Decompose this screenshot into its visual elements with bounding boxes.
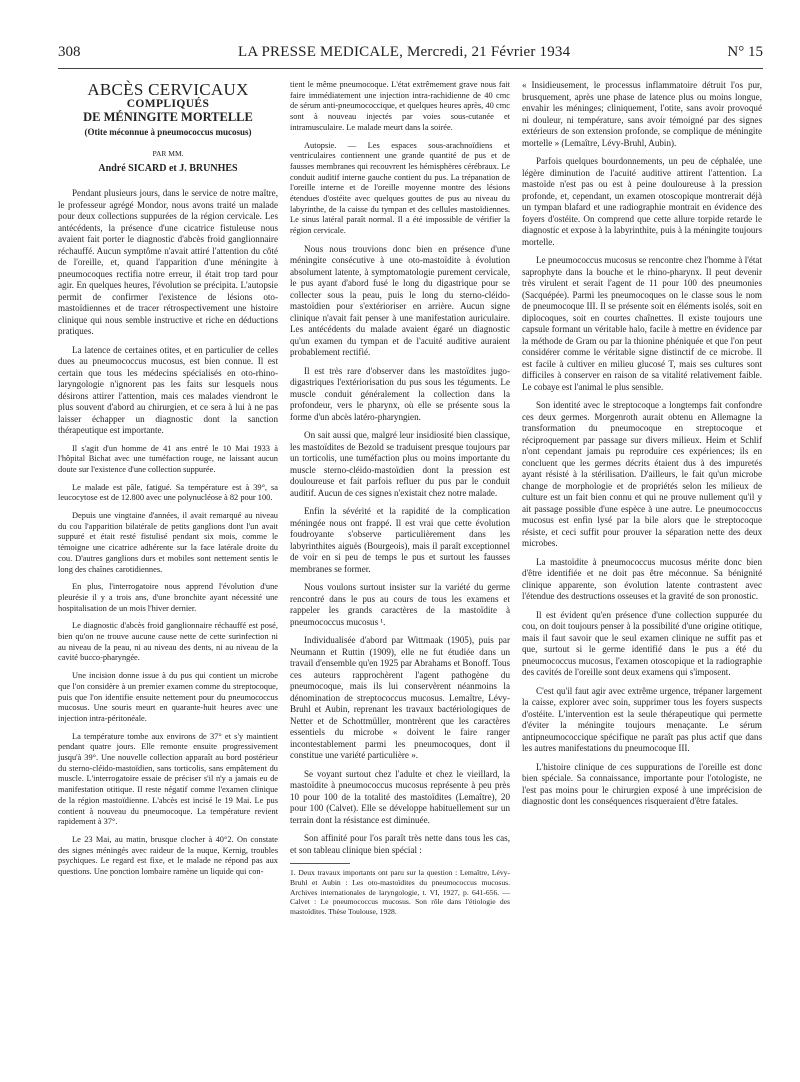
article-subtitle-2: DE MÉNINGITE MORTELLE [83,110,253,124]
article-subtitle-3: (Otite méconnue à pneumococcus mucosus) [84,126,252,137]
case-report [58,444,278,878]
paragraph: Le pneumococcus mucosus se rencontre chez l'homme à l'état saprophyte dans la bouche et le rhino-pharynx. Il peut devenir très virulent et serait l'agent de 11 pour 100 des pneumonies (Sacquépée). Parmi les pneumocoques on le classe sous le nom de pneumocoque III. Il se présente soit en éléments isolés, soit en diplocoques, soit en courtes chaînettes. Il existe toujours une capsule formant un véritable halo, facile à mettre en évidence par la méthode de Gram ou par la thionine phéniquée et que l'on peut considérer comme le véritable signe distinctif de ce microbe. Il est facile à cultiver en milieu glucosé T, mais ses cultures sont difficiles à conserver en raison de sa vitalité relativement faible. Le cobaye est l'animal le plus sensible. [522,255,762,392]
article-authors: André SICARD et J. BRUNHES [98,162,238,174]
article-title: ABCÈS CERVICAUX [87,80,249,99]
paragraph: C'est qu'il faut agir avec extrême urgence, trépaner largement la caisse, explorer avec soin, supprimer tous les foyers suspects d'ostéite. L'intervention est la seule thérapeutique qui permette d'éviter la méningite toujours menaçante. Le sérum antipneumococcique spécifique ne paraît pas plus actif que dans les autres manifestations du pneumocoque III. [522,685,762,753]
journal-title: LA PRESSE MEDICALE, Mercredi, 21 Février 1934 [238,44,571,60]
article-subtitle-1: COMPLIQUÉS [126,97,210,110]
header-rule [58,68,763,69]
paragraph: « Insidieusement, le processus inflammatoire détruit l'os pur, brusquement, après une phase de latence plus ou moins longue, envahir les méninges; cliniquement, l'otite, sans avoir provoqué ni douleur, ni température, sans avoir témoigné par des signes extérieurs de son extension profonde, se complique de méningite mortelle » (Lemaître, Lévy-Bruhl, Aubin). [522,80,762,148]
footnote-rule [290,863,350,864]
paragraph: Le 23 Mai, au matin, brusque clocher à 40°2. On constate des signes méningés avec raideur de la nuque, Kernig, troubles psychiques. Le regard est fixe, et le malade ne répond pas aux questions. Une ponction lombaire ramène un liquide qui con- [58,835,278,877]
paragraph: Le malade est pâle, fatigué. Sa température est à 39°, sa leucocytose est de 12.800 avec une polynucléose à 82 pour 100. [58,482,278,503]
paragraph: La température tombe aux environs de 37° et s'y maintient pendant quatre jours. Elle remonte ensuite progressivement jusqu'à 39°. Une nouvelle collection apparaît au bord postérieur du sterno-cléido-mastoïdien, sans torticolis, sans empâtement du muscle. L'interrogatoire essaie de préciser s'il n'y a jamais eu de manifestation otitique. Il reste négatif comme l'examen clinique de la région mastoïdienne. L'abcès est incisé le 19 Mai. Le pus contient à nouveau du pneumocoque. La température revient rapidement à 37°. [58,731,278,827]
paragraph: La mastoïdite à pneumococcus mucosus mérite donc bien d'être identifiée et ne doit pas être méconnue. Sa bénignité clinique apparente, son évolution latente contrastent avec l'étendue des destructions osseuses et la gravité de son pronostic. [522,556,762,601]
paragraph: Son affinité pour l'os paraît très nette dans tous les cas, et son tableau clinique bien spécial : [290,833,510,855]
paragraph: Enfin la sévérité et la rapidité de la complication méningée nous ont frappé. Il est vrai que cette évolution foudroyante s'observe particulièrement dans les labyrinthites aiguës (Bourgeois), mais il paraît exceptionnel de voir en si peu de temps le pus et surtout les fausses membranes se former. [290,506,510,574]
paragraph: Il est très rare d'observer dans les mastoïdites jugo-digastriques l'extériorisation du pus sous les téguments. Le muscle conduit généralement la collection dans la profondeur, vers le pharynx, où elle se présente sous la forme d'un abcès latéro-pharyngien. [290,365,510,422]
paragraph: Pendant plusieurs jours, dans le service de notre maître, le professeur agrégé Mondor, nous avons traité un malade pour deux collections suppurées de la région cervicale. Les antécédents, la présence d'une cicatrice fistuleuse nous avaient fait porter le diagnostic d'abcès froid ganglionnaire réchauffé. Aucun symptôme n'avait attiré l'attention du côté de l'oreille, et, quand l'apparition d'une méningite à pneumocoques rectifia notre erreur, il était trop tard pour agir. En quelques heures, l'évolution se précipita. L'autopsie permit de confirmer l'existence de lésions oto-mastoïdiennes et de tracer rétrospectivement une histoire clinique qui nous semble instructive et riche en déductions pratiques. [58,188,278,336]
paragraph: Se voyant surtout chez l'adulte et chez le vieillard, la mastoïdite à pneumococcus mucosus représente à peu près 10 pour 100 de la totalité des mastoïdites (Lemaître), 20 pour 100 (Calvet). Elle se développe habituellement sur un terrain dont la résistance est diminuée. [290,768,510,825]
page-header [58,44,763,66]
column-middle [290,80,510,916]
paragraph: On sait aussi que, malgré leur insidiosité bien classique, les mastoïdites de Bezold se traduisent presque toujours par un torticolis, une tuméfaction plus ou moins importante du muscle sterno-cléido-mastoïdien dont la pression est douloureuse et fait parfois refluer du pus par le conduit auditif. Aucun de ces signes n'existait chez notre malade. [290,430,510,498]
column-right [522,80,762,815]
byline-par: PAR MM. [152,149,184,158]
paragraph: Une incision donne issue à du pus qui contient un microbe que l'on considère à un premier examen comme du streptocoque, puis que l'on identifie ensuite nettement pour du pneumococcus mucosus. Une souris meurt en quarante-huit heures avec une injection intra-péritonéale. [58,671,278,723]
paragraph: La latence de certaines otites, et en particulier de celles dues au pneumococcus mucosus, est bien connue. Il est certain que tous les médecins spécialisés en oto-rhino-laryngologie n'ignorent pas les faits sur lesquels nous désirons attirer l'attention, mais ces malades viendront le plus souvent d'abord au chirurgien, et ce sera à lui à ne pas laisser échapper un diagnostic dont la sanction thérapeutique est importante. [58,344,278,435]
column-left [58,80,278,885]
issue-number: N° 15 [727,44,763,60]
article-heading [58,80,278,174]
paragraph: Parfois quelques bourdonnements, un peu de céphalée, une légère diminution de l'acuité auditive attirent l'attention. La mastoïde n'est pas ou est à peine douloureuse à la pression profonde, et, cependant, un examen otoscopique montrerait déjà un tympan blafard et une radiographie montrait en évidence des foyers d'ostéite. On comprend que cette allure torpide retarde le diagnostic et expose à la labyrinthite, puis à la méningite toujours mortelle. [522,156,762,247]
paragraph: Individualisée d'abord par Wittmaak (1905), puis par Neumann et Ruttin (1909), elle ne fut étudiée dans un travail d'ensemble qu'en 1925 par Abrahams et Bonoff. Tous ces auteurs rapprochèrent l'agent pathogène du pneumocoque, mais ils lui conservèrent néanmoins la dénomination de streptococcus mucosus. Lemaître, Lévy-Bruhl et Aubin, reprenant les travaux bactériologiques de Netter et de Schottmüller, montrèrent que les caractères essentiels du microbe « doivent le faire ranger incontestablement parmi les pneumocoques, dont il constitue une variété particulière ». [290,635,510,761]
paragraph: tient le même pneumocoque. L'état extrêmement grave nous fait faire immédiatement une injection intra-rachidienne de 40 cmc de sérum anti-pneumococcique, et quelques heures après, 40 cmc sont à nouveau injectés par voies sous-cutanée et intramusculaire. Le malade meurt dans la soirée. [290,80,510,132]
paragraph: Depuis une vingtaine d'années, il avait remarqué au niveau du cou l'apparition bilatérale de petits ganglions dont l'un avait suppuré et était resté fistulisé pendant six mois, comme le témoigne une cicatrice adhérente sur la face latérale droite du cou. D'autres ganglions durs et mobiles sont nettement sentis le long des chaînes carotidiennes. [58,511,278,574]
intro-text [58,188,278,437]
paragraph: Son identité avec le streptocoque a longtemps fait confondre ces deux germes. Morgenroth aurait obtenu en Allemagne la transformation du pneumocoque en streptocoque et réciproquement par passage sur divers milieux. Heim et Schlif n'ont cependant jamais pu reproduire ces expériences; ils en concluent que les germes décrits étaient dus à des impuretés ayant résisté à la stérilisation. D'ailleurs, le fait qu'un microbe change de morphologie et de propriétés selon les milieux de culture est un fait bien connu et qui ne prouve nullement qu'il y ait passage possible d'une espèce à une autre. Le pneumococcus mucosus est enfin lysé par la bile alors que le streptocoque résiste, et ceci suffit pour prouver la séparation nette des deux microbes. [522,400,762,548]
paragraph: L'histoire clinique de ces suppurations de l'oreille est donc bien spéciale. Sa connaissance, importante pour l'otologiste, ne l'est pas moins pour le chirurgien exposé à une imprécision de diagnostic dont les conséquences risqueraient d'être fatales. [522,761,762,806]
paragraph: En plus, l'interrogatoire nous apprend l'évolution d'une pleurésie il y a trois ans, d'une bronchite ayant nécessité une hospitalisation de un mois l'hiver dernier. [58,582,278,613]
paragraph: Il est évident qu'en présence d'une collection suppurée du cou, on doit toujours penser à la possibilité d'une origine otitique, mais il faut savoir que le seul examen clinique ne suffit pas et que, surtout si le germe identifié dans le pus a été du pneumococcus mucosus, l'examen otoscopique et la radiographie des cavités de l'oreille sont deux examens qui s'imposent. [522,609,762,677]
case-report-continued [290,80,510,237]
paragraph: Le diagnostic d'abcès froid ganglionnaire réchauffé est posé, bien qu'on ne trouve aucune cause nette de cette surinfection ni au niveau de la peau, ni au niveau des dents, ni au niveau de la cavité bucco-pharyngée. [58,621,278,663]
paragraph: Nous voulons surtout insister sur la variété du germe rencontré dans le pus au cours de tous les examens et rappeler les grands caractères de la mastoïdite à pneumococcus mucosus ¹. [290,582,510,627]
paragraph: Il s'agit d'un homme de 41 ans entré le 10 Mai 1933 à l'hôpital Bichat avec une tuméfaction rouge, ne laissant aucun doute sur l'existence d'une collection suppurée. [58,443,278,474]
page-number: 308 [58,44,81,60]
footnote: 1. Deux travaux importants ont paru sur la question : Lemaître, Lévy-Bruhl et Aubin : Les oto-mastoïdites du pneumococcus mucosus. Archives internationales de laryngologie, t. VI, 1927, p. 641-656. — Calvet : Le pneumococcus mucosus. Son rôle dans l'étiologie des mastoïdites. Thèse Toulouse, 1928. [290,868,510,916]
paragraph: Nous nous trouvions donc bien en présence d'une méningite consécutive à une oto-mastoïdite à évolution absolument latente, à symptomatologie purement cervicale, le pus ayant d'abord fusé le long du digastrique pour se collecter sous la peau, puis le long du sterno-cléido-mastoïdien pour s'extérioriser en arrière. Aucun signe clinique n'avait fait penser à une manifestation auriculaire. Les antécédents du malade avaient égaré un diagnostic qu'un examen du tympan et de l'acuité auditive auraient probablement rectifié. [290,243,510,358]
paragraph: Autopsie. — Les espaces sous-arachnoïdiens et ventriculaires contiennent une grande quantité de pus et de fausses membranes qui recouvrent les hémisphères cérébraux. Le conduit auditif interne gauche contient du pus. La trépanation de l'oreille interne et de l'oreille moyenne montre des lésions étendues d'ostéite avec quelques gouttes de pus au niveau du labyrinthe, de la caisse du tympan et des cellules mastoïdiennes. Le sinus latéral paraît normal. Il a été impossible de vérifier la région cervicale. [290,140,510,236]
